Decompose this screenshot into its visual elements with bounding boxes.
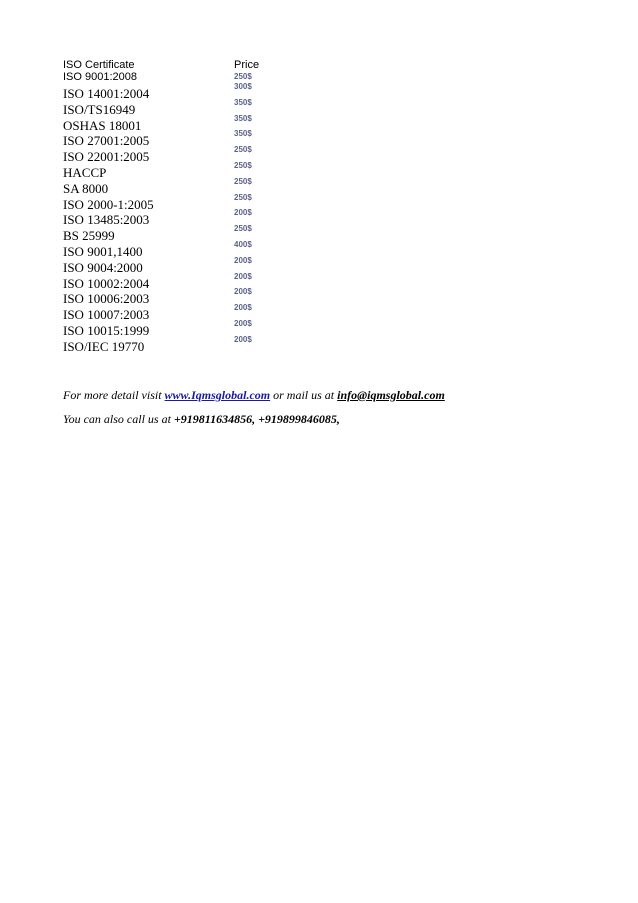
certificate-column-header: ISO Certificate (63, 59, 135, 71)
table-row (63, 145, 383, 165)
table-row (63, 334, 383, 354)
table-row (63, 318, 383, 338)
certificate-name: ISO 22001:2005 (63, 149, 150, 165)
contact-line-phone (63, 412, 340, 426)
certificate-price: 350$ (234, 113, 252, 123)
certificate-price: 300$ (234, 82, 252, 91)
contact-phone-prefix: You can also call us at (63, 412, 174, 426)
table-row (63, 97, 383, 117)
certificate-name: ISO/TS16949 (63, 101, 136, 117)
certificate-name: ISO 9001,1400 (63, 243, 143, 259)
table-header (63, 59, 383, 71)
table-row (63, 71, 383, 85)
certificate-name: OSHAS 18001 (63, 117, 142, 133)
certificate-price: 200$ (234, 255, 252, 265)
table-row (63, 176, 383, 196)
table-row (63, 82, 383, 101)
certificate-name: BS 25999 (63, 228, 115, 244)
email-link[interactable]: info@iqmsglobal.com (337, 388, 445, 402)
certificate-name: ISO/IEC 19770 (63, 338, 145, 354)
certificate-name: ISO 2000-1:2005 (63, 196, 154, 212)
certificate-price: 250$ (234, 145, 252, 155)
certificate-price: 200$ (234, 318, 252, 328)
certificate-name: ISO 27001:2005 (63, 133, 150, 149)
certificate-name: HACCP (63, 164, 107, 180)
table-row (63, 271, 383, 291)
certificate-price: 250$ (234, 72, 252, 81)
certificate-name: ISO 10007:2003 (63, 307, 150, 323)
certificate-price: 200$ (234, 271, 252, 281)
certificate-name: ISO 9001:2008 (63, 71, 138, 83)
price-table (63, 59, 383, 354)
certificate-name: ISO 13485:2003 (63, 212, 150, 228)
certificate-price: 400$ (234, 239, 252, 249)
certificate-price: 200$ (234, 334, 252, 344)
phone-numbers: +919811634856, +919899846085, (173, 412, 340, 426)
table-row (63, 303, 383, 323)
certificate-price: 250$ (234, 160, 252, 170)
certificate-price: 250$ (234, 192, 252, 202)
table-row (63, 113, 383, 133)
certificate-name: ISO 14001:2004 (63, 86, 150, 101)
certificate-name: ISO 10015:1999 (63, 322, 150, 338)
certificate-price: 350$ (234, 97, 252, 107)
table-row (63, 239, 383, 259)
price-column-header: Price (234, 59, 260, 71)
table-row (63, 255, 383, 275)
table-body (63, 71, 383, 354)
certificate-price: 200$ (234, 208, 252, 218)
table-row (63, 129, 383, 149)
certificate-name: ISO 10002:2004 (63, 275, 150, 291)
website-link[interactable]: www.Iqmsglobal.com (164, 388, 271, 402)
certificate-name: ISO 10006:2003 (63, 291, 150, 307)
certificate-price: 350$ (234, 129, 252, 139)
table-row (63, 192, 383, 212)
table-row (63, 160, 383, 180)
certificate-name: ISO 9004:2000 (63, 259, 143, 275)
certificate-name: SA 8000 (63, 180, 109, 196)
certificate-price: 250$ (234, 224, 252, 234)
certificate-price: 250$ (234, 176, 252, 186)
contact-mail-prefix: or mail us at (270, 388, 338, 402)
contact-web-prefix: For more detail visit (63, 388, 165, 402)
table-row (63, 287, 383, 307)
certificate-price: 200$ (234, 287, 252, 297)
contact-line-web (63, 388, 445, 402)
table-row (63, 208, 383, 228)
certificate-price: 200$ (234, 303, 252, 313)
